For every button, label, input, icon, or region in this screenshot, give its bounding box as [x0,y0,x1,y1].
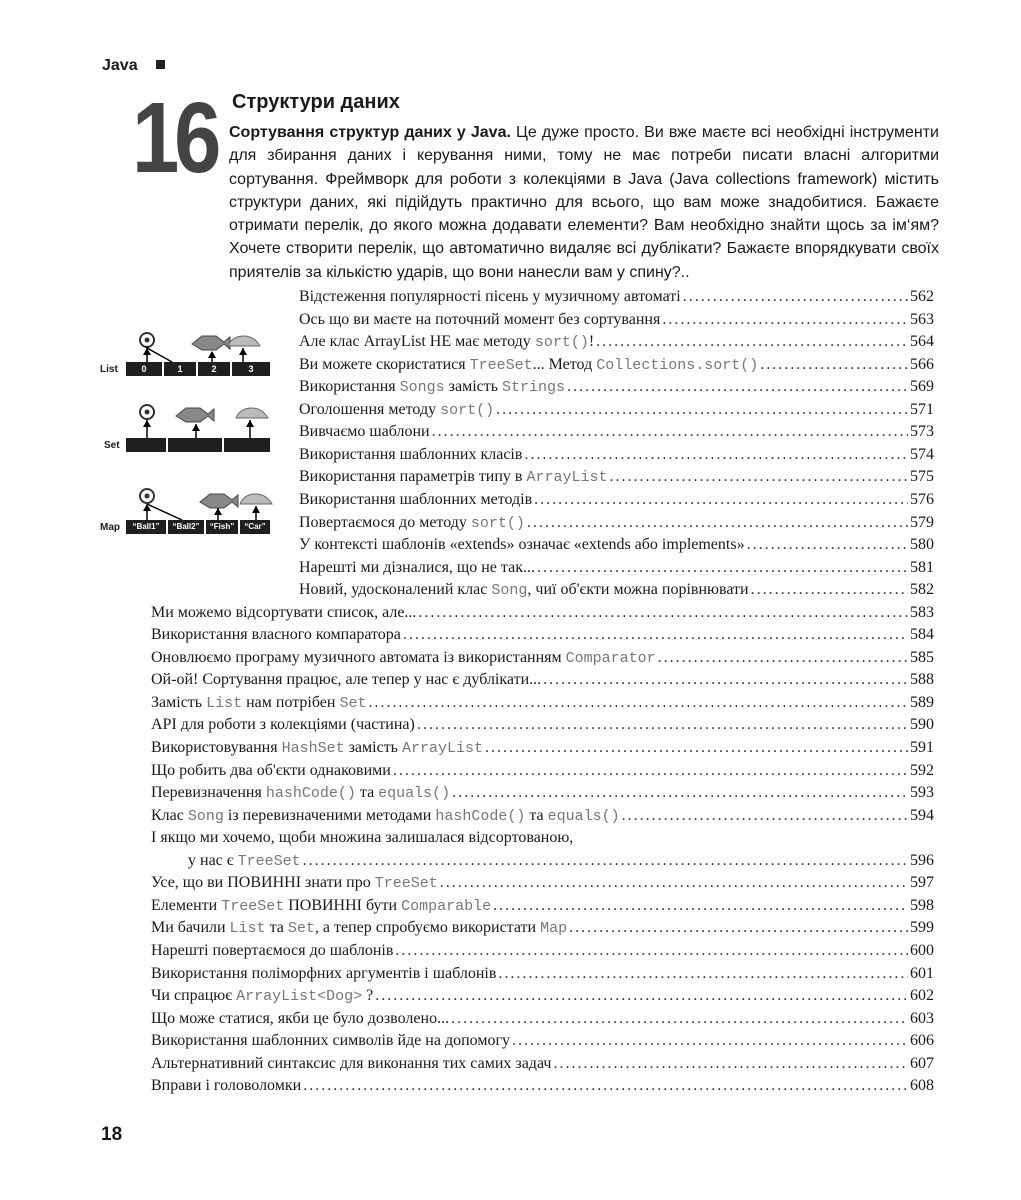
toc-page-number: 591 [910,739,934,756]
list-diagram [100,326,280,380]
dot-leader [622,805,908,827]
map-diagram [100,484,280,538]
toc-entry[interactable] [299,421,934,443]
running-head-text: Java [102,57,138,74]
intro-bold: Сортування структур даних у Java. [229,124,511,141]
toc-entry-title: Використання шаблонних методів [299,490,533,508]
toc-entry[interactable] [151,602,934,624]
toc-entry-title: Повертаємося до методу sort() [299,513,525,532]
list-label: List [100,364,118,375]
dot-leader [543,669,908,691]
toc-entry-title: Перевизначення hashCode() та equals() [151,784,451,803]
dot-leader [760,354,908,376]
dot-leader [512,1030,908,1052]
toc-entry[interactable] [299,354,934,376]
toc-page-number: 594 [910,806,934,824]
car-icon [228,336,260,346]
fish-icon [200,494,238,508]
dot-leader [368,692,908,714]
toc-entry[interactable] [299,579,934,601]
list-cell: 0 [126,362,164,376]
chapter-number: 16 [132,82,217,194]
toc-page-number: 608 [910,1077,934,1095]
dot-leader [683,286,908,308]
toc-page-number: 576 [910,490,934,508]
toc-entry-title: Замість List нам потрібен Set [151,693,367,712]
toc-page-number: 579 [910,513,934,531]
dot-leader [375,985,908,1007]
toc-entry-title: Що робить два об'єкти однаковими [151,761,391,779]
toc-entry[interactable] [299,286,934,308]
toc-entry-title: Нарешті повертаємося до шаблонів [151,941,394,959]
toc-entry[interactable] [151,1030,934,1052]
toc-page-number: 566 [910,355,934,373]
dot-leader [417,714,908,736]
toc-page-number: 584 [910,626,934,644]
toc-entry[interactable] [151,714,934,736]
toc-entry-title: Використання власного компаратора [151,626,401,644]
toc-entry[interactable] [151,692,934,714]
dot-leader [751,579,908,601]
toc-entry[interactable] [188,850,934,872]
toc-page-number: 597 [910,874,934,892]
toc-entry-title: Альтернативний синтаксис для виконання тих самих задач [151,1054,552,1072]
toc-entry-title: Новий, удосконалений клас Song, чиї об'єкти можна порівнювати [299,581,749,600]
dot-leader [747,534,908,556]
toc-entry[interactable] [299,512,934,534]
toc-entry-title: Що може статися, якби це було дозволено... [151,1009,450,1027]
dot-leader [451,1008,908,1030]
toc-entry[interactable] [151,1008,934,1030]
toc-entry-title: Ви можете скористатися TreeSet... Метод Collections.sort() [299,355,759,374]
toc-entry-title: Елементи TreeSet ПОВИННІ бути Comparable [151,896,492,915]
toc-page-number: 575 [910,468,934,486]
dot-leader [498,963,908,985]
car-icon [236,408,268,418]
toc-page-number: 564 [910,333,934,351]
toc-page-number: 569 [910,378,934,396]
toc-page-number: 571 [910,400,934,418]
chapter-title: Структури даних [232,91,400,113]
dot-leader [395,940,908,962]
dot-leader [527,512,908,534]
dot-leader [662,309,908,331]
toc-entry-title: Ось що ви маєте на поточний момент без сортування [299,310,661,328]
dot-leader [567,376,908,398]
fish-icon [192,336,230,350]
dot-leader [534,489,908,511]
toc-page-number: 607 [910,1054,934,1072]
toc-page-number: 599 [910,919,934,937]
dot-leader [569,917,908,939]
toc-entry-title: Нарешті ми дізналися, що не так... [299,558,535,576]
toc-page-number: 574 [910,445,934,463]
toc-entry[interactable] [151,782,934,804]
toc-page-number: 603 [910,1009,934,1027]
toc-entry[interactable] [299,534,934,556]
toc-page-number: 588 [910,671,934,689]
toc-entry-title: Ми бачили List та Set, а тепер спробуємо використати Map [151,919,568,938]
intro-text: Це дуже просто. Ви вже маєте всі необхідні інструменти для збирання даних і керування ними, тому не має потреби писати власні алгоритми сортування. Фреймворк для роботи з колекціями в Java (Java collections framework) містить структури даних, які підійдуть практично для всього, що вам може знадобитися. Бажаєте отримати перелік, до якого можна додавати елементи? Вам необхідно знайти щось за ім‘ям? Хочете створити перелік, що автоматично видаляє всі дублікати? Бажаєте впорядкувати своїх приятелів за кількістю ударів, що вони нанесли вам у спину?.. [229,124,939,281]
toc-entry-title: у нас є TreeSet [188,851,301,870]
toc-entry-title: Але клас ArrayList НЕ має методу sort()! [299,333,595,352]
map-label: Map [100,522,120,533]
toc-entry[interactable] [299,331,934,353]
toc-entry[interactable] [299,399,934,421]
toc-entry[interactable] [151,624,934,646]
toc-entry-title: Усе, що ви ПОВИННІ знати про TreeSet [151,874,438,893]
chapter-intro [229,121,939,284]
toc-entry-title: Використання шаблонних символів йде на допомогу [151,1032,511,1050]
toc-entry[interactable] [151,963,934,985]
toc-entry[interactable] [151,917,934,939]
dot-leader [393,760,908,782]
list-cell: 3 [248,364,254,374]
toc-entry[interactable] [151,760,934,782]
toc-page-number: 602 [910,987,934,1005]
toc-entry[interactable] [151,805,934,827]
dot-leader [303,850,908,872]
set-bar [126,438,270,452]
toc-entry[interactable] [151,940,934,962]
toc-page-number: 581 [910,558,934,576]
toc-entry-title: У контексті шаблонів «extends» означає «extends або implements» [299,536,745,554]
toc-entry-title: Чи спрацює ArrayList<Dog> ? [151,987,374,1006]
toc-entry-title: Використання поліморфних аргументів і шаблонів [151,964,497,982]
toc-page-number: 582 [910,581,934,599]
dot-leader [524,444,908,466]
toc-entry[interactable] [151,895,934,917]
set-diagram [100,402,280,456]
dot-leader [440,872,908,894]
dot-leader [596,331,908,353]
dot-leader [452,782,908,804]
running-head [102,57,165,75]
toc-page-number: 598 [910,896,934,914]
toc-entry-continued-line: І якщо ми хочемо, щоби множина залишалася відсортованою, [151,829,574,847]
dot-leader [418,602,908,624]
toc-entry-title: Використання параметрів типу в ArrayList [299,468,608,487]
dot-leader [610,466,909,488]
toc-entry[interactable] [151,985,934,1007]
set-label: Set [104,440,120,451]
map-key: “Ball1” [126,520,168,534]
dot-leader [303,1075,908,1097]
list-cell: 1 [164,362,198,376]
set-divider [166,438,168,452]
toc-page-number: 606 [910,1032,934,1050]
map-key: “Ball2” [168,520,206,534]
toc-page-number: 592 [910,761,934,779]
toc-page-number: 562 [910,288,934,305]
toc-entry[interactable] [151,1075,934,1097]
car-icon [240,494,272,504]
toc-entry-title: Вправи і головоломки [151,1077,302,1095]
map-illustration [100,484,280,524]
toc-entry[interactable] [299,309,934,331]
toc-entry[interactable] [299,489,934,511]
map-bar [126,520,270,534]
dot-leader [658,647,908,669]
set-divider [222,438,224,452]
toc-entry[interactable] [299,376,934,398]
toc-entry-title: Оновлюємо програму музичного автомата із використанням Comparator [151,648,656,667]
toc-entry-title: Відстеження популярності пісень у музичному автоматі [299,288,681,305]
map-key: “Car” [244,522,266,531]
toc-page-number: 573 [910,423,934,441]
dot-leader [537,557,908,579]
toc-page-number: 596 [910,851,934,869]
toc-page-number: 583 [910,603,934,621]
toc-entry[interactable] [299,444,934,466]
toc-entry-title: Вивчаємо шаблони [299,423,430,441]
set-illustration [100,402,280,442]
toc-entry[interactable] [299,466,934,488]
toc-entry-title: API для роботи з колекціями (частина) [151,716,415,734]
square-icon [156,60,165,69]
toc-page-number: 589 [910,693,934,711]
toc-entry-title: Ми можемо відсортувати список, але... [151,603,417,621]
toc-entry[interactable] [151,872,934,894]
toc-entry-title: Клас Song із перевизначеними методами hashCode() та equals() [151,806,620,825]
toc-entry-title: Оголошення методу sort() [299,400,495,419]
toc-page-number: 563 [910,310,934,328]
page-number: 18 [101,1124,123,1145]
toc-page-number: 600 [910,941,934,959]
toc-page-number: 590 [910,716,934,734]
toc-entry-title: Використання шаблонних класів [299,445,523,463]
list-bar [126,362,270,376]
toc-entry-title: Використання Songs замість Strings [299,378,566,397]
dot-leader [496,399,908,421]
list-illustration [100,326,280,366]
toc-entry[interactable] [151,647,934,669]
dot-leader [432,421,908,443]
toc-page-number: 585 [910,648,934,666]
toc-entry[interactable] [299,557,934,579]
map-key: “Fish” [206,520,240,534]
toc-entry[interactable] [151,737,934,759]
toc-entry-title: Ой-ой! Сортування працює, але тепер у нас є дублікати... [151,671,542,689]
toc-page-number: 580 [910,536,934,554]
toc-entry-title: Використовування HashSet замість ArrayList [151,739,483,757]
toc-page-number: 593 [910,784,934,802]
dot-leader [485,737,908,759]
fish-icon [176,408,214,422]
dot-leader [403,624,908,646]
toc-page-number: 601 [910,964,934,982]
dot-leader [553,1053,908,1075]
list-cell: 2 [198,362,232,376]
toc-entry[interactable] [151,669,934,691]
dot-leader [493,895,908,917]
toc-entry[interactable] [151,1053,934,1075]
